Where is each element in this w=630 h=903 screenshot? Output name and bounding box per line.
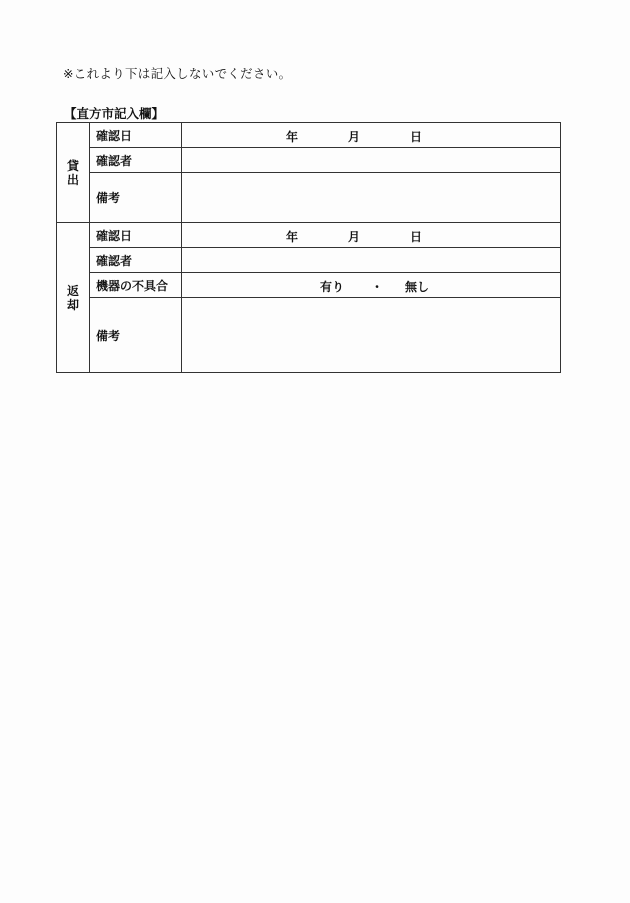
return-day-label: 日 <box>410 230 423 244</box>
return-confirmer-row <box>57 248 561 273</box>
return-defect-field <box>182 273 561 298</box>
return-confirm-date-field[interactable] <box>182 223 561 248</box>
lending-remarks-row <box>57 173 561 223</box>
lending-confirmer-row <box>57 148 561 173</box>
lending-year-label: 年 <box>286 130 299 144</box>
defect-separator: ・ <box>371 280 384 294</box>
lending-remarks-label: 備考 <box>90 173 182 223</box>
return-confirm-date-label: 確認日 <box>90 223 182 248</box>
return-defect-row <box>57 273 561 298</box>
return-date-row <box>57 223 561 248</box>
return-confirmer-field[interactable] <box>182 248 561 273</box>
return-remarks-label: 備考 <box>90 298 182 373</box>
defect-no-option[interactable]: 無し <box>405 280 430 294</box>
return-remarks-field[interactable] <box>182 298 561 373</box>
return-month-label: 月 <box>348 230 361 244</box>
lending-remarks-field[interactable] <box>182 173 561 223</box>
section-title: 【直方市記入欄】 <box>64 106 165 121</box>
defect-yes-option[interactable]: 有り <box>320 280 345 294</box>
lending-month-label: 月 <box>348 130 361 144</box>
return-defect-label: 機器の不具合 <box>90 273 182 298</box>
lending-confirmer-label: 確認者 <box>90 148 182 173</box>
lending-group-label: 貸 出 <box>57 123 90 223</box>
lending-date-row <box>57 123 561 148</box>
city-entry-table <box>56 122 561 373</box>
return-group-label: 返 却 <box>57 223 90 373</box>
lending-confirm-date-field[interactable] <box>182 123 561 148</box>
return-confirmer-label: 確認者 <box>90 248 182 273</box>
notice-text: ※これより下は記入しないでください。 <box>63 66 292 81</box>
lending-confirmer-field[interactable] <box>182 148 561 173</box>
lending-day-label: 日 <box>410 130 423 144</box>
return-remarks-row <box>57 298 561 373</box>
lending-confirm-date-label: 確認日 <box>90 123 182 148</box>
return-year-label: 年 <box>286 230 299 244</box>
